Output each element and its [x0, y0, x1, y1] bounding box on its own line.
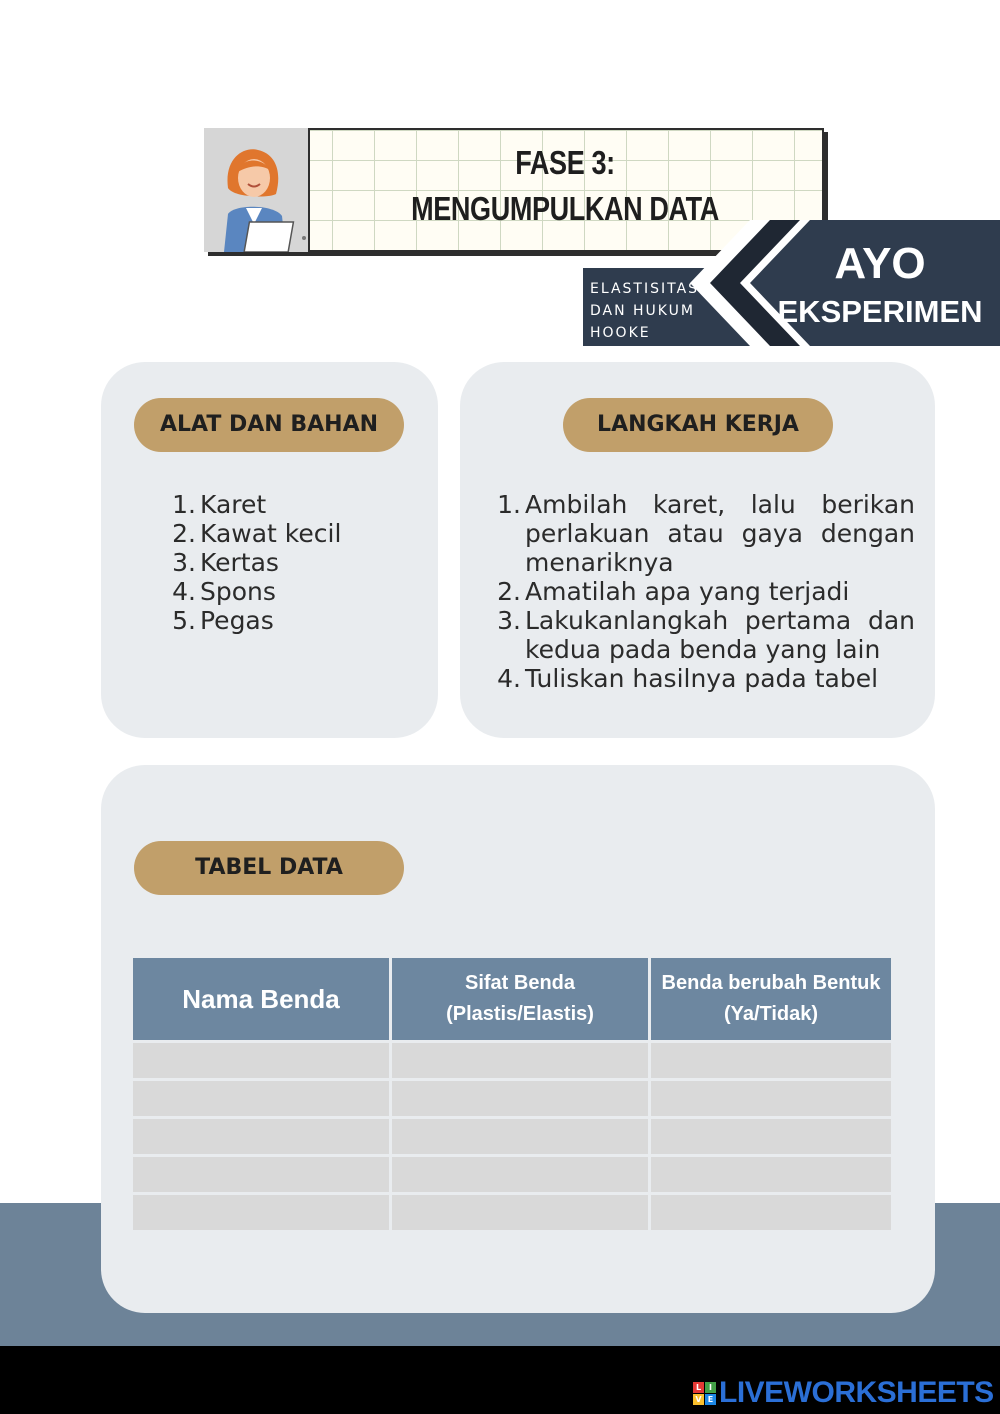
table-row [133, 1157, 891, 1192]
table-cell-input[interactable] [392, 1157, 648, 1192]
logo-tile: E [705, 1394, 716, 1405]
list-num: 2. [172, 519, 196, 548]
table-cell-input[interactable] [392, 1195, 648, 1230]
table-cell-input[interactable] [133, 1157, 389, 1192]
table-row [133, 1195, 891, 1230]
list-text: Karet [200, 490, 267, 519]
list-text: Amatilah apa yang terjadi [525, 577, 850, 606]
steps-list [475, 490, 915, 693]
col-header-sublabel: (Ya/Tidak) [723, 1003, 819, 1025]
table-cell-input[interactable] [133, 1195, 389, 1230]
list-num: 5. [172, 606, 196, 635]
table-cell-input[interactable] [392, 1043, 648, 1078]
liveworksheets-icon [693, 1382, 716, 1405]
list-num: 1. [172, 490, 196, 519]
liveworksheets-logo[interactable] [693, 1376, 994, 1410]
topic-label-line3: HOOKE [590, 325, 651, 341]
table-heading: TABEL DATA [134, 841, 404, 895]
list-item [475, 606, 915, 664]
table-row [133, 1081, 891, 1116]
table-cell-input[interactable] [133, 1119, 389, 1154]
table-cell-input[interactable] [651, 1081, 891, 1116]
list-text: Lakukanlangkah pertama dan kedua pada benda yang lain [525, 606, 915, 664]
list-num: 1. [497, 490, 521, 519]
steps-heading: LANGKAH KERJA [563, 398, 833, 452]
list-item [150, 577, 410, 606]
col-header-label: Nama Benda [182, 983, 340, 1014]
col-header-sifat-benda [392, 958, 648, 1040]
topic-label-line2: DAN HUKUM [590, 303, 695, 319]
logo-tile: L [693, 1382, 704, 1393]
table-cell-input[interactable] [651, 1195, 891, 1230]
tools-heading: ALAT DAN BAHAN [134, 398, 404, 452]
tools-list [150, 490, 410, 635]
badge-ayo: AYO [834, 239, 926, 288]
col-header-berubah-bentuk [651, 958, 891, 1040]
list-num: 4. [497, 664, 521, 693]
col-header-sublabel: (Plastis/Elastis) [446, 1003, 594, 1025]
table-cell-input[interactable] [651, 1043, 891, 1078]
list-item [150, 519, 410, 548]
list-text: Spons [200, 577, 276, 606]
list-item [475, 664, 915, 693]
list-num: 3. [497, 606, 521, 635]
table-cell-input[interactable] [392, 1119, 648, 1154]
page-title-line2: MENGUMPULKAN DATA [411, 190, 719, 227]
logo-tile: I [705, 1382, 716, 1393]
col-header-label: Benda berubah Bentuk [661, 972, 881, 994]
list-text: Ambilah karet, lalu berikan perlakuan atau gaya dengan menariknya [525, 490, 915, 577]
col-header-nama-benda [133, 958, 389, 1040]
table-cell-input[interactable] [651, 1119, 891, 1154]
topic-label-line1: ELASTISITAS [590, 281, 700, 297]
badge-eksperimen: EKSPERIMEN [777, 294, 983, 329]
list-item [150, 548, 410, 577]
topic-label [590, 278, 720, 344]
col-header-label: Sifat Benda [464, 972, 576, 994]
table-row [133, 1043, 891, 1078]
teacher-illustration [204, 128, 310, 252]
page-title-line1: FASE 3: [515, 144, 615, 181]
liveworksheets-text: LIVEWORKSHEETS [719, 1376, 994, 1409]
table-cell-input[interactable] [651, 1157, 891, 1192]
logo-tile: V [693, 1394, 704, 1405]
table-header-row [133, 958, 891, 1040]
list-text: Kertas [200, 548, 279, 577]
list-item [150, 490, 410, 519]
list-item [475, 577, 915, 606]
list-num: 4. [172, 577, 196, 606]
list-num: 3. [172, 548, 196, 577]
list-item [150, 606, 410, 635]
list-text: Pegas [200, 606, 274, 635]
teacher-laptop-icon [204, 128, 310, 252]
list-text: Tuliskan hasilnya pada tabel [525, 664, 879, 693]
list-num: 2. [497, 577, 521, 606]
table-cell-input[interactable] [133, 1043, 389, 1078]
table-cell-input[interactable] [392, 1081, 648, 1116]
list-text: Kawat kecil [200, 519, 342, 548]
data-table [130, 955, 894, 1233]
list-item [475, 490, 915, 577]
table-cell-input[interactable] [133, 1081, 389, 1116]
page-title [356, 140, 774, 232]
table-row [133, 1119, 891, 1154]
